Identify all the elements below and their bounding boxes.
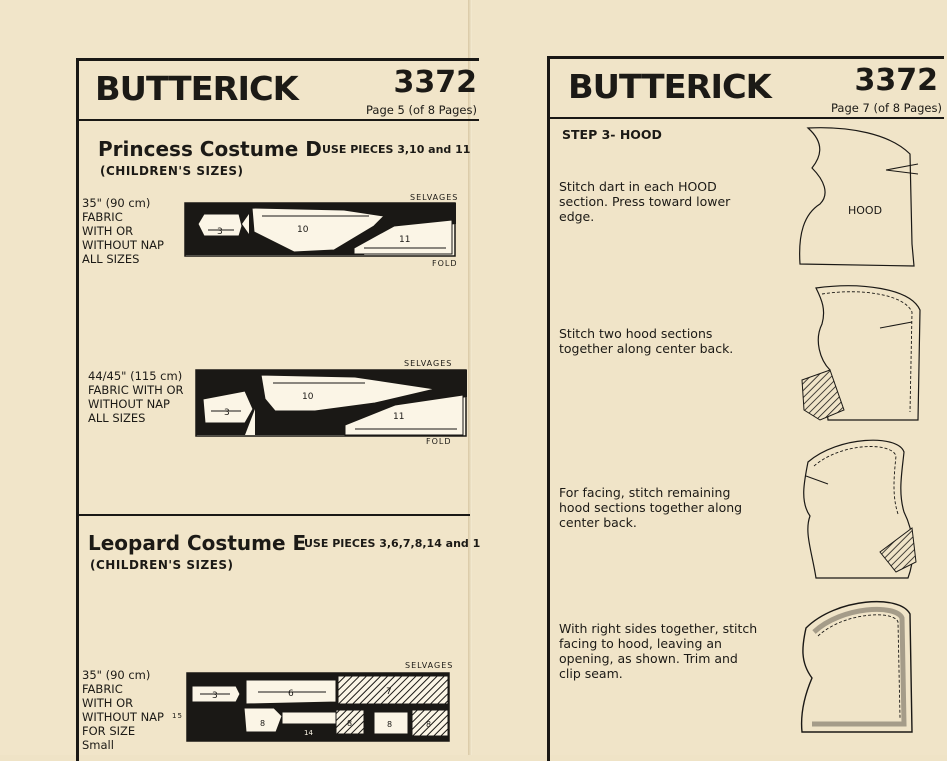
layout-2-selvages: SELVAGES [404,359,453,368]
layout-2-fold: FOLD [426,437,452,446]
layout-1-piece-3: 3 [217,227,223,237]
hood-joined-drawing [800,280,925,427]
pattern-number: 3372 [854,63,938,98]
brand-logo: BUTTERICK [95,69,298,108]
layout-2-piece-10: 10 [302,392,314,402]
costume-e-subtitle: (CHILDREN'S SIZES) [90,558,234,572]
layout-3-piece-8a: 8 [260,719,266,728]
cutting-layout-3 [186,672,450,742]
left-page-header [79,61,479,121]
layout-3-side-number: 15 [172,712,183,720]
hood-stitched-drawing [796,592,922,742]
instruction-3: For facing, stitch remaining hood sections together along center back. [559,485,743,530]
layout-3-piece-14: 14 [304,729,313,737]
step-heading: STEP 3- HOOD [562,127,662,142]
layout-1-fold: FOLD [432,259,458,268]
layout-3-selvages: SELVAGES [405,661,454,670]
hood-piece-drawing [790,124,920,269]
section-divider [76,514,470,516]
layout-1-piece-10: 10 [297,225,309,235]
instruction-1: Stitch dart in each HOOD section. Press toward lower edge. [559,179,731,224]
layout-3-piece-3: 3 [212,691,218,701]
costume-e-title: Leopard Costume E [88,531,307,555]
right-page-header [550,59,944,119]
costume-d-use-pieces: USE PIECES 3,10 and 11 [322,143,471,156]
costume-e-use-pieces: USE PIECES 3,6,7,8,14 and 1 [304,537,481,550]
brand-logo: BUTTERICK [568,67,771,106]
pattern-number: 3372 [393,65,477,100]
page-label: Page 5 (of 8 Pages) [366,103,477,117]
cutting-layout-1 [184,202,456,257]
layout-3-fabric: 35" (90 cm) FABRIC WITH OR WITHOUT NAP FOR SIZE Small [82,668,164,752]
costume-d-title: Princess Costume D [98,137,322,161]
layout-3-piece-7: 7 [386,687,392,697]
cutting-layout-2 [195,369,467,437]
hood-label: HOOD [848,204,883,217]
layout-3-piece-8d: 8 [426,720,432,729]
layout-2-piece-3: 3 [224,408,230,418]
page-label: Page 7 (of 8 Pages) [831,101,942,115]
layout-3-piece-8c: 8 [387,720,393,729]
hood-facing-drawing [798,432,922,580]
layout-3-piece-6: 6 [288,689,294,699]
layout-1-fabric: 35" (90 cm) FABRIC WITH OR WITHOUT NAP ALL SIZES [82,196,164,266]
layout-1-selvages: SELVAGES [410,193,459,202]
layout-2-piece-11: 11 [393,412,405,422]
layout-2-fabric: 44/45" (115 cm) FABRIC WITH OR WITHOUT NAP ALL SIZES [88,369,184,425]
instruction-4: With right sides together, stitch facing to hood, leaving an opening, as shown. Trim and clip seam. [559,621,758,681]
layout-1-piece-11: 11 [399,235,411,245]
costume-d-subtitle: (CHILDREN'S SIZES) [100,164,244,178]
layout-3-piece-8b: 8 [347,719,353,728]
instruction-2: Stitch two hood sections together along center back. [559,326,734,356]
